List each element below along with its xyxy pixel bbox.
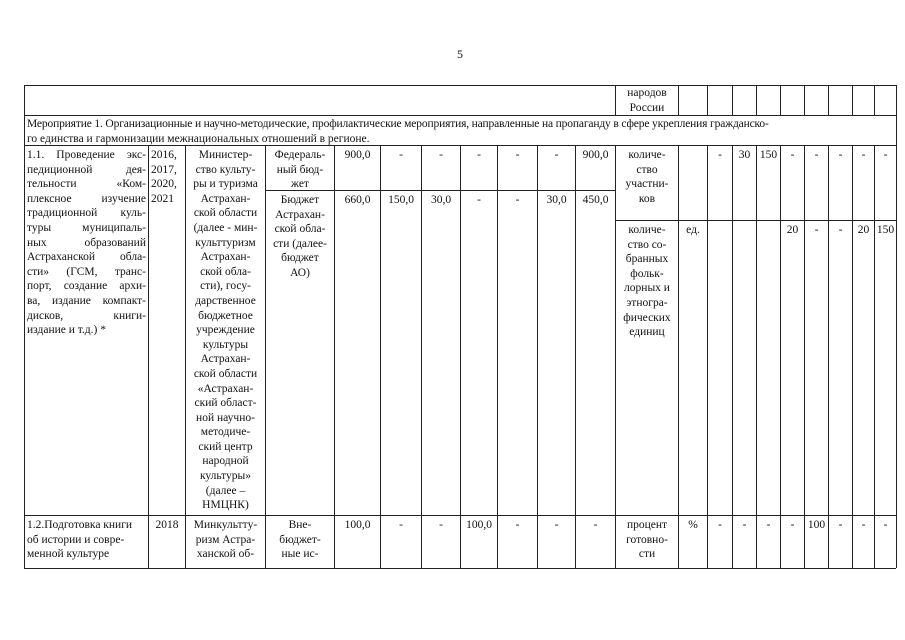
text-line: ский центр xyxy=(198,440,253,453)
text-line: ство культу- xyxy=(195,163,256,176)
text-line: 2017, xyxy=(151,163,177,176)
funding-year-value: - xyxy=(515,519,520,531)
col-line xyxy=(732,85,733,115)
funding-year-value: - xyxy=(439,149,443,161)
text-line: бюджет xyxy=(281,252,319,265)
funding-year-value: - xyxy=(477,194,481,206)
indicator-value: 150 xyxy=(876,224,895,236)
funding-year-value: - xyxy=(399,149,403,161)
text-line: этногра- xyxy=(626,296,668,309)
text-line: ство со- xyxy=(627,238,667,251)
row-divider xyxy=(24,115,896,116)
text-line: ры и туризма xyxy=(193,178,258,191)
table-bottom-border xyxy=(24,568,896,569)
funding-year-value: 900,0 xyxy=(582,149,609,161)
indicator-value: - xyxy=(838,149,843,161)
funding-year-value: - xyxy=(399,519,403,531)
indicator-value: - xyxy=(742,519,747,531)
text-line: лорных и xyxy=(624,282,670,295)
col-line xyxy=(380,145,381,568)
indicator-folklore-units xyxy=(616,223,678,340)
text-line: Астрахан- xyxy=(275,208,325,221)
col-line xyxy=(575,145,576,568)
text-line: тельности «Ком- xyxy=(27,178,146,191)
text-line: ской области xyxy=(193,367,258,380)
indicator-value: 20 xyxy=(857,224,870,236)
text-line: культуры» xyxy=(199,470,252,483)
text-line: Астрахан- xyxy=(200,353,251,366)
text-line: традиционной куль- xyxy=(27,207,146,220)
text-line: об истории и совре- xyxy=(27,533,125,546)
indicator-participants xyxy=(616,148,678,206)
indicator-value: 20 xyxy=(786,224,799,236)
text-line: жет xyxy=(291,178,309,191)
text-line: Бюджет xyxy=(280,194,320,206)
text-line: процент xyxy=(626,519,668,531)
text-line: Минкульттy- xyxy=(193,519,258,531)
indicator-value: - xyxy=(718,149,722,161)
text-line: Министер- xyxy=(198,149,253,161)
text-line: фических xyxy=(623,311,671,324)
event-header xyxy=(27,117,895,146)
text-line: ханской об- xyxy=(196,548,255,561)
funding-source-extrabudgetary xyxy=(266,518,334,562)
text-line: 2021 xyxy=(151,192,174,205)
indicator-readiness xyxy=(616,518,678,562)
text-line: сти» (ГСМ, транс- xyxy=(27,265,146,278)
item-1-2-title xyxy=(27,518,146,562)
col-line xyxy=(828,145,829,568)
text-line: сти (далее- xyxy=(273,237,327,250)
text-line: ской обла- xyxy=(200,265,251,278)
text-line: Астрахан- xyxy=(200,251,251,264)
indicator-value: - xyxy=(790,149,795,161)
text-line: ской области xyxy=(193,207,258,220)
indicator-value: - xyxy=(814,149,819,161)
indicator-value: - xyxy=(861,149,866,161)
text-line: культуры xyxy=(202,338,249,351)
col-line xyxy=(780,85,781,115)
funding-year-value: - xyxy=(554,149,559,161)
col-line xyxy=(852,145,853,568)
text-line: (далее – xyxy=(205,484,246,497)
table-left-border xyxy=(24,85,25,568)
text-line: количе- xyxy=(628,224,666,236)
col-line xyxy=(148,145,149,568)
indicator-value: - xyxy=(790,519,795,531)
funding-year-value: 30,0 xyxy=(430,194,452,206)
indicator-unit: % xyxy=(688,519,698,531)
text-line: издание и т.д.) * xyxy=(27,324,106,337)
text-line: Федераль- xyxy=(274,149,326,161)
indicator-value: 100 xyxy=(807,519,826,531)
col-line xyxy=(874,85,875,115)
funding-year-value: - xyxy=(515,194,520,206)
indicator-value: - xyxy=(883,149,888,161)
text-line: ный бюд- xyxy=(276,163,324,176)
col-line xyxy=(828,85,829,115)
text-line: методиче- xyxy=(200,426,251,439)
item-1-2-executor xyxy=(186,518,265,562)
text-line: ков xyxy=(638,192,656,205)
text-line: (далее - мин- xyxy=(193,221,258,234)
funding-year-value: 30,0 xyxy=(546,194,567,206)
col-line xyxy=(756,85,757,115)
text-line: Астраханской обла- xyxy=(27,251,146,264)
text-line: России xyxy=(629,101,665,114)
event-header-line: Мероприятие 1. Организационные и научно-методические, профилактические мероприятия, направленные на пропаганду в сфере укрепления гражданско- xyxy=(27,118,769,130)
text-line: дарственное xyxy=(195,294,256,307)
text-line: единиц xyxy=(629,326,665,339)
text-line: Вне- xyxy=(288,519,312,531)
funding-year-value: - xyxy=(554,519,559,531)
text-line: менной культуре xyxy=(27,548,110,561)
text-line: туры муниципаль- xyxy=(27,221,146,234)
funding-year-value: 450,0 xyxy=(582,194,609,206)
col-line xyxy=(852,85,853,115)
indicator-value: - xyxy=(718,519,722,531)
text-line: плексное изучение xyxy=(27,192,146,205)
item-1-1-executor xyxy=(186,148,265,513)
text-line: готовно- xyxy=(626,533,668,546)
col-line xyxy=(707,85,708,115)
indicator-value: 30 xyxy=(738,149,751,161)
text-line: ва, издание компакт- xyxy=(27,294,146,307)
continuation-indicator xyxy=(616,86,678,115)
table-top-border xyxy=(24,85,896,86)
col-line xyxy=(804,85,805,115)
item-1-1-title xyxy=(27,148,146,338)
text-line: культтуризм xyxy=(195,236,256,249)
col-line xyxy=(497,145,498,568)
text-line: 2016, xyxy=(151,149,177,161)
text-line: фольк- xyxy=(630,267,664,280)
text-line: народов xyxy=(627,87,667,99)
funding-year-value: 150,0 xyxy=(388,194,414,206)
funding-total: 900,0 xyxy=(344,149,371,161)
item-1-1-years xyxy=(151,148,185,206)
col-line xyxy=(678,85,679,115)
col-line xyxy=(334,145,335,568)
text-line: порт, создание архи- xyxy=(27,280,146,293)
text-line: учреждение xyxy=(196,324,255,337)
col-line xyxy=(421,145,422,568)
col-line xyxy=(756,145,757,568)
text-line: ство xyxy=(636,163,658,176)
indicator-value: - xyxy=(766,519,771,531)
funding-year-value: - xyxy=(593,519,598,531)
text-line: 1.1. Проведение экс- xyxy=(27,149,146,161)
funding-year-value: 100,0 xyxy=(466,519,492,531)
indicator-value: - xyxy=(814,224,819,236)
text-line: участни- xyxy=(625,178,669,191)
indicator-value: - xyxy=(861,519,866,531)
col-line xyxy=(780,145,781,568)
text-line: Астрахан- xyxy=(200,192,251,205)
col-line xyxy=(615,145,616,568)
funding-total: 100,0 xyxy=(344,519,371,531)
text-line: бюджетное xyxy=(198,309,253,322)
text-line: бранных xyxy=(625,253,669,266)
text-line: НМЦНК) xyxy=(202,499,249,512)
text-line: ной научно- xyxy=(196,411,255,424)
text-line: 2020, xyxy=(151,178,177,191)
indicator-value: - xyxy=(838,519,843,531)
funding-year-value: - xyxy=(477,149,481,161)
funding-source-federal xyxy=(266,148,334,192)
text-line: дисков, книги- xyxy=(27,309,146,322)
col-line xyxy=(732,145,733,568)
item-1-2-year: 2018 xyxy=(155,519,179,531)
funding-year-value: - xyxy=(515,149,520,161)
table-right-border xyxy=(896,85,897,568)
text-line: количе- xyxy=(628,149,666,161)
col-line xyxy=(460,145,461,568)
text-line: АО) xyxy=(290,266,310,279)
indicator-unit: ед. xyxy=(686,224,700,236)
text-line: «Астрахан- xyxy=(197,382,254,395)
text-line: народной xyxy=(202,455,249,468)
text-line: ных образований xyxy=(27,236,146,249)
text-line: ский област- xyxy=(194,397,257,410)
page-number: 5 xyxy=(457,47,463,61)
text-line: 1.2.Подготовка книги xyxy=(27,519,133,531)
funding-year-value: - xyxy=(439,519,443,531)
col-line xyxy=(804,145,805,568)
col-line xyxy=(678,145,679,568)
text-line: ской обла- xyxy=(274,223,326,236)
text-line: педиционной дея- xyxy=(27,163,146,176)
col-line xyxy=(707,145,708,568)
col-line xyxy=(874,145,875,568)
col-line xyxy=(537,145,538,568)
indicator-value: 150 xyxy=(759,149,778,161)
text-line: ные ис- xyxy=(281,548,319,561)
funding-total: 660,0 xyxy=(344,194,371,206)
text-line: сти), госу- xyxy=(200,280,251,293)
indicator-value: - xyxy=(883,519,888,531)
indicator-value: - xyxy=(838,224,843,236)
text-line: сти xyxy=(638,548,656,561)
text-line: бюджет- xyxy=(279,533,321,546)
text-line: ризм Астра- xyxy=(195,533,256,546)
funding-source-regional xyxy=(266,193,334,281)
event-header-line: го единства и гармонизации межнациональных отношений в регионе. xyxy=(27,132,370,145)
